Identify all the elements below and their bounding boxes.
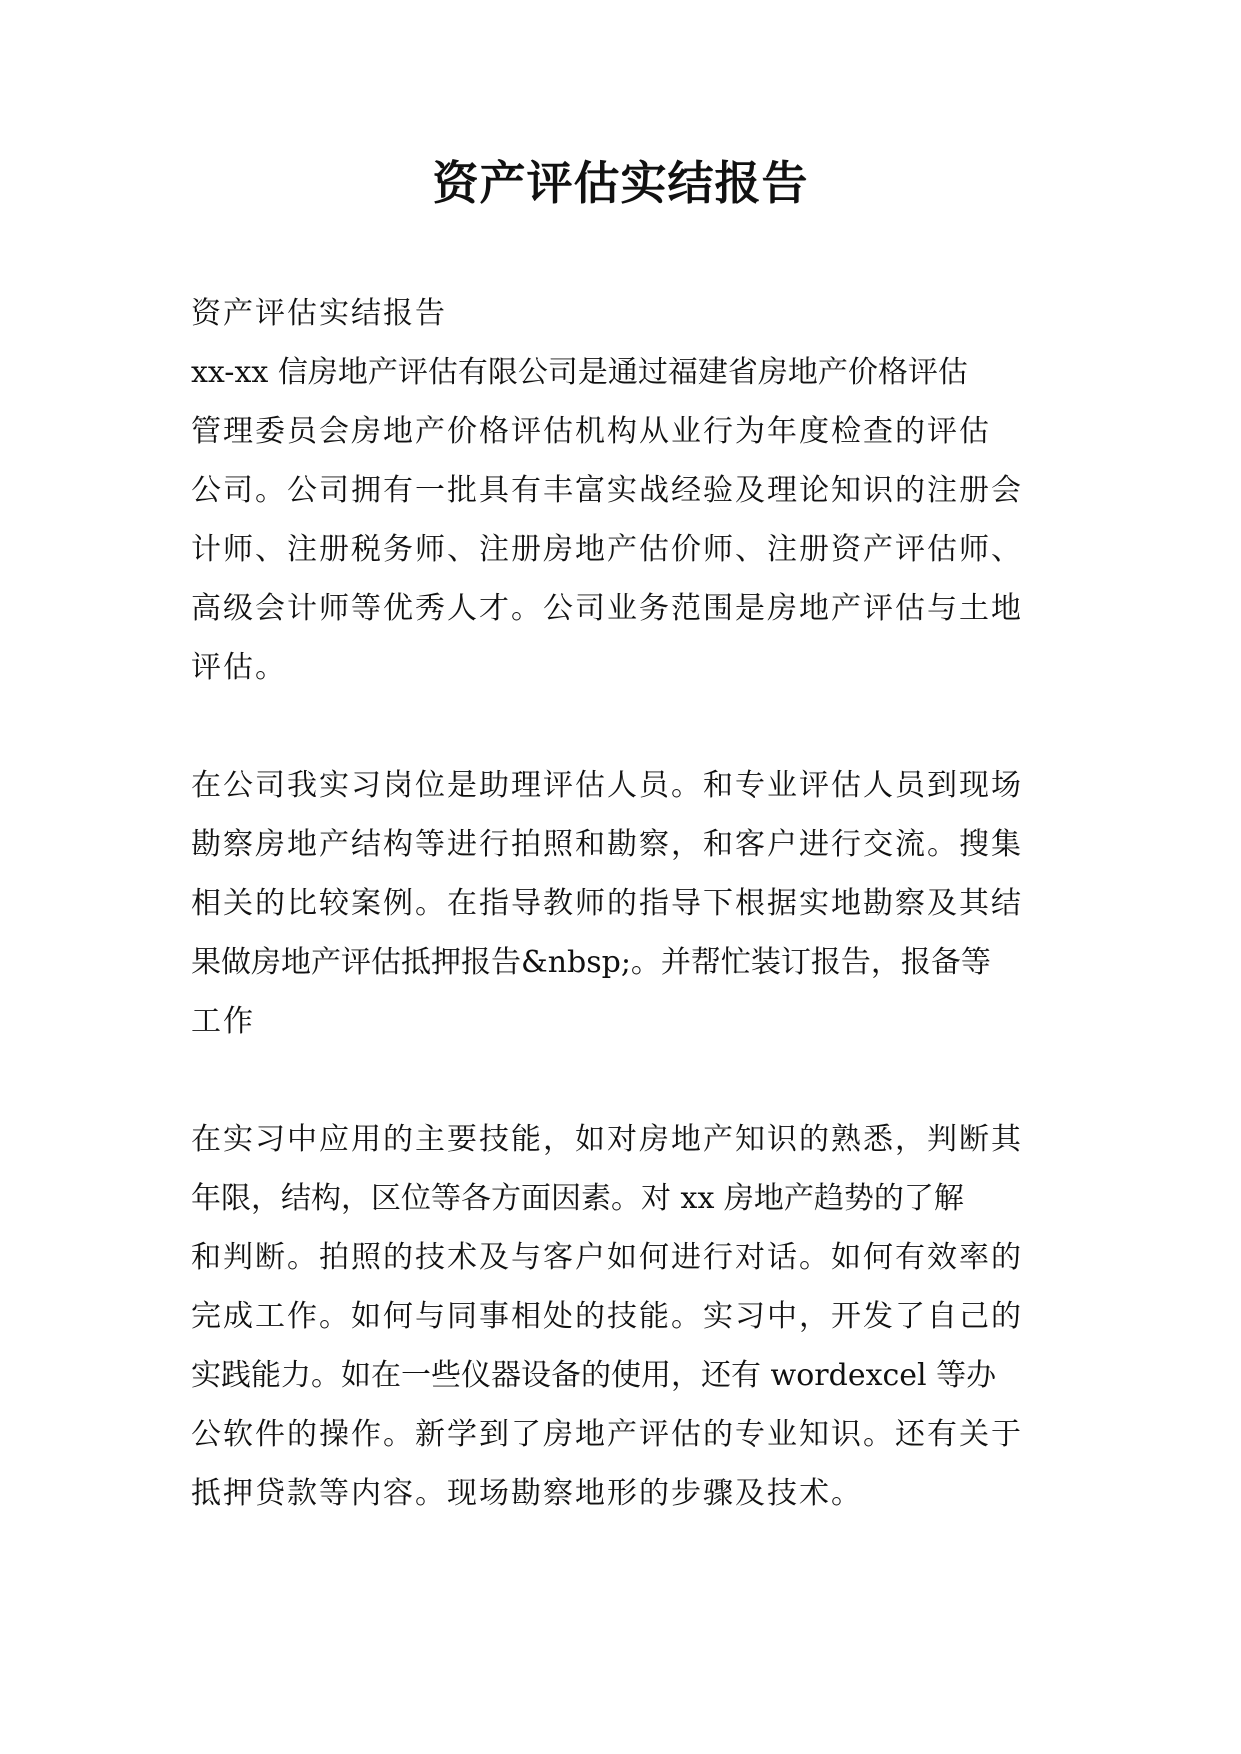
paragraph-line: xx-xx 信房地产评估有限公司是通过福建省房地产价格评估 <box>191 355 968 390</box>
paragraph-line: 公司。公司拥有一批具有丰富实战经验及理论知识的注册会 <box>191 473 1023 508</box>
paragraph-line: 抵押贷款等内容。现场勘察地形的步骤及技术。 <box>191 1476 863 1511</box>
paragraph-line: 和判断。拍照的技术及与客户如何进行对话。如何有效率的 <box>191 1240 1023 1275</box>
document-subtitle: 资产评估实结报告 <box>191 296 447 331</box>
paragraph-line: 公软件的操作。新学到了房地产评估的专业知识。还有关于 <box>191 1417 1023 1452</box>
paragraph-line: 工作 <box>191 1004 255 1039</box>
paragraph-line: 管理委员会房地产价格评估机构从业行为年度检查的评估 <box>191 414 991 449</box>
paragraph-line: 相关的比较案例。在指导教师的指导下根据实地勘察及其结 <box>191 886 1023 921</box>
paragraph-line: 勘察房地产结构等进行拍照和勘察，和客户进行交流。搜集 <box>191 827 1023 862</box>
document-title: 资产评估实结报告 <box>432 156 809 210</box>
paragraph-line: 实践能力。如在一些仪器设备的使用，还有 wordexcel 等办 <box>191 1358 997 1393</box>
paragraph-internship-role <box>191 756 1061 1051</box>
paragraph-line: 在公司我实习岗位是助理评估人员。和专业评估人员到现场 <box>191 768 1023 803</box>
document-body <box>191 284 1061 1523</box>
paragraph-line: 果做房地产评估抵押报告&nbsp;。并帮忙装订报告，报备等 <box>191 945 991 980</box>
paragraph-line: 完成工作。如何与同事相处的技能。实习中，开发了自己的 <box>191 1299 1023 1334</box>
paragraph-line: 在实习中应用的主要技能，如对房地产知识的熟悉，判断其 <box>191 1122 1023 1157</box>
paragraph-line: 计师、注册税务师、注册房地产估价师、注册资产评估师、 <box>191 532 1023 567</box>
paragraph-line: 评估。 <box>191 650 287 685</box>
paragraph-spacer <box>191 1051 1061 1110</box>
paragraph-spacer <box>191 697 1061 756</box>
paragraph-intro <box>191 343 1061 697</box>
paragraph-line: 高级会计师等优秀人才。公司业务范围是房地产评估与土地 <box>191 591 1023 626</box>
paragraph-skills <box>191 1110 1061 1523</box>
paragraph-line: 年限，结构，区位等各方面因素。对 xx 房地产趋势的了解 <box>191 1181 964 1216</box>
